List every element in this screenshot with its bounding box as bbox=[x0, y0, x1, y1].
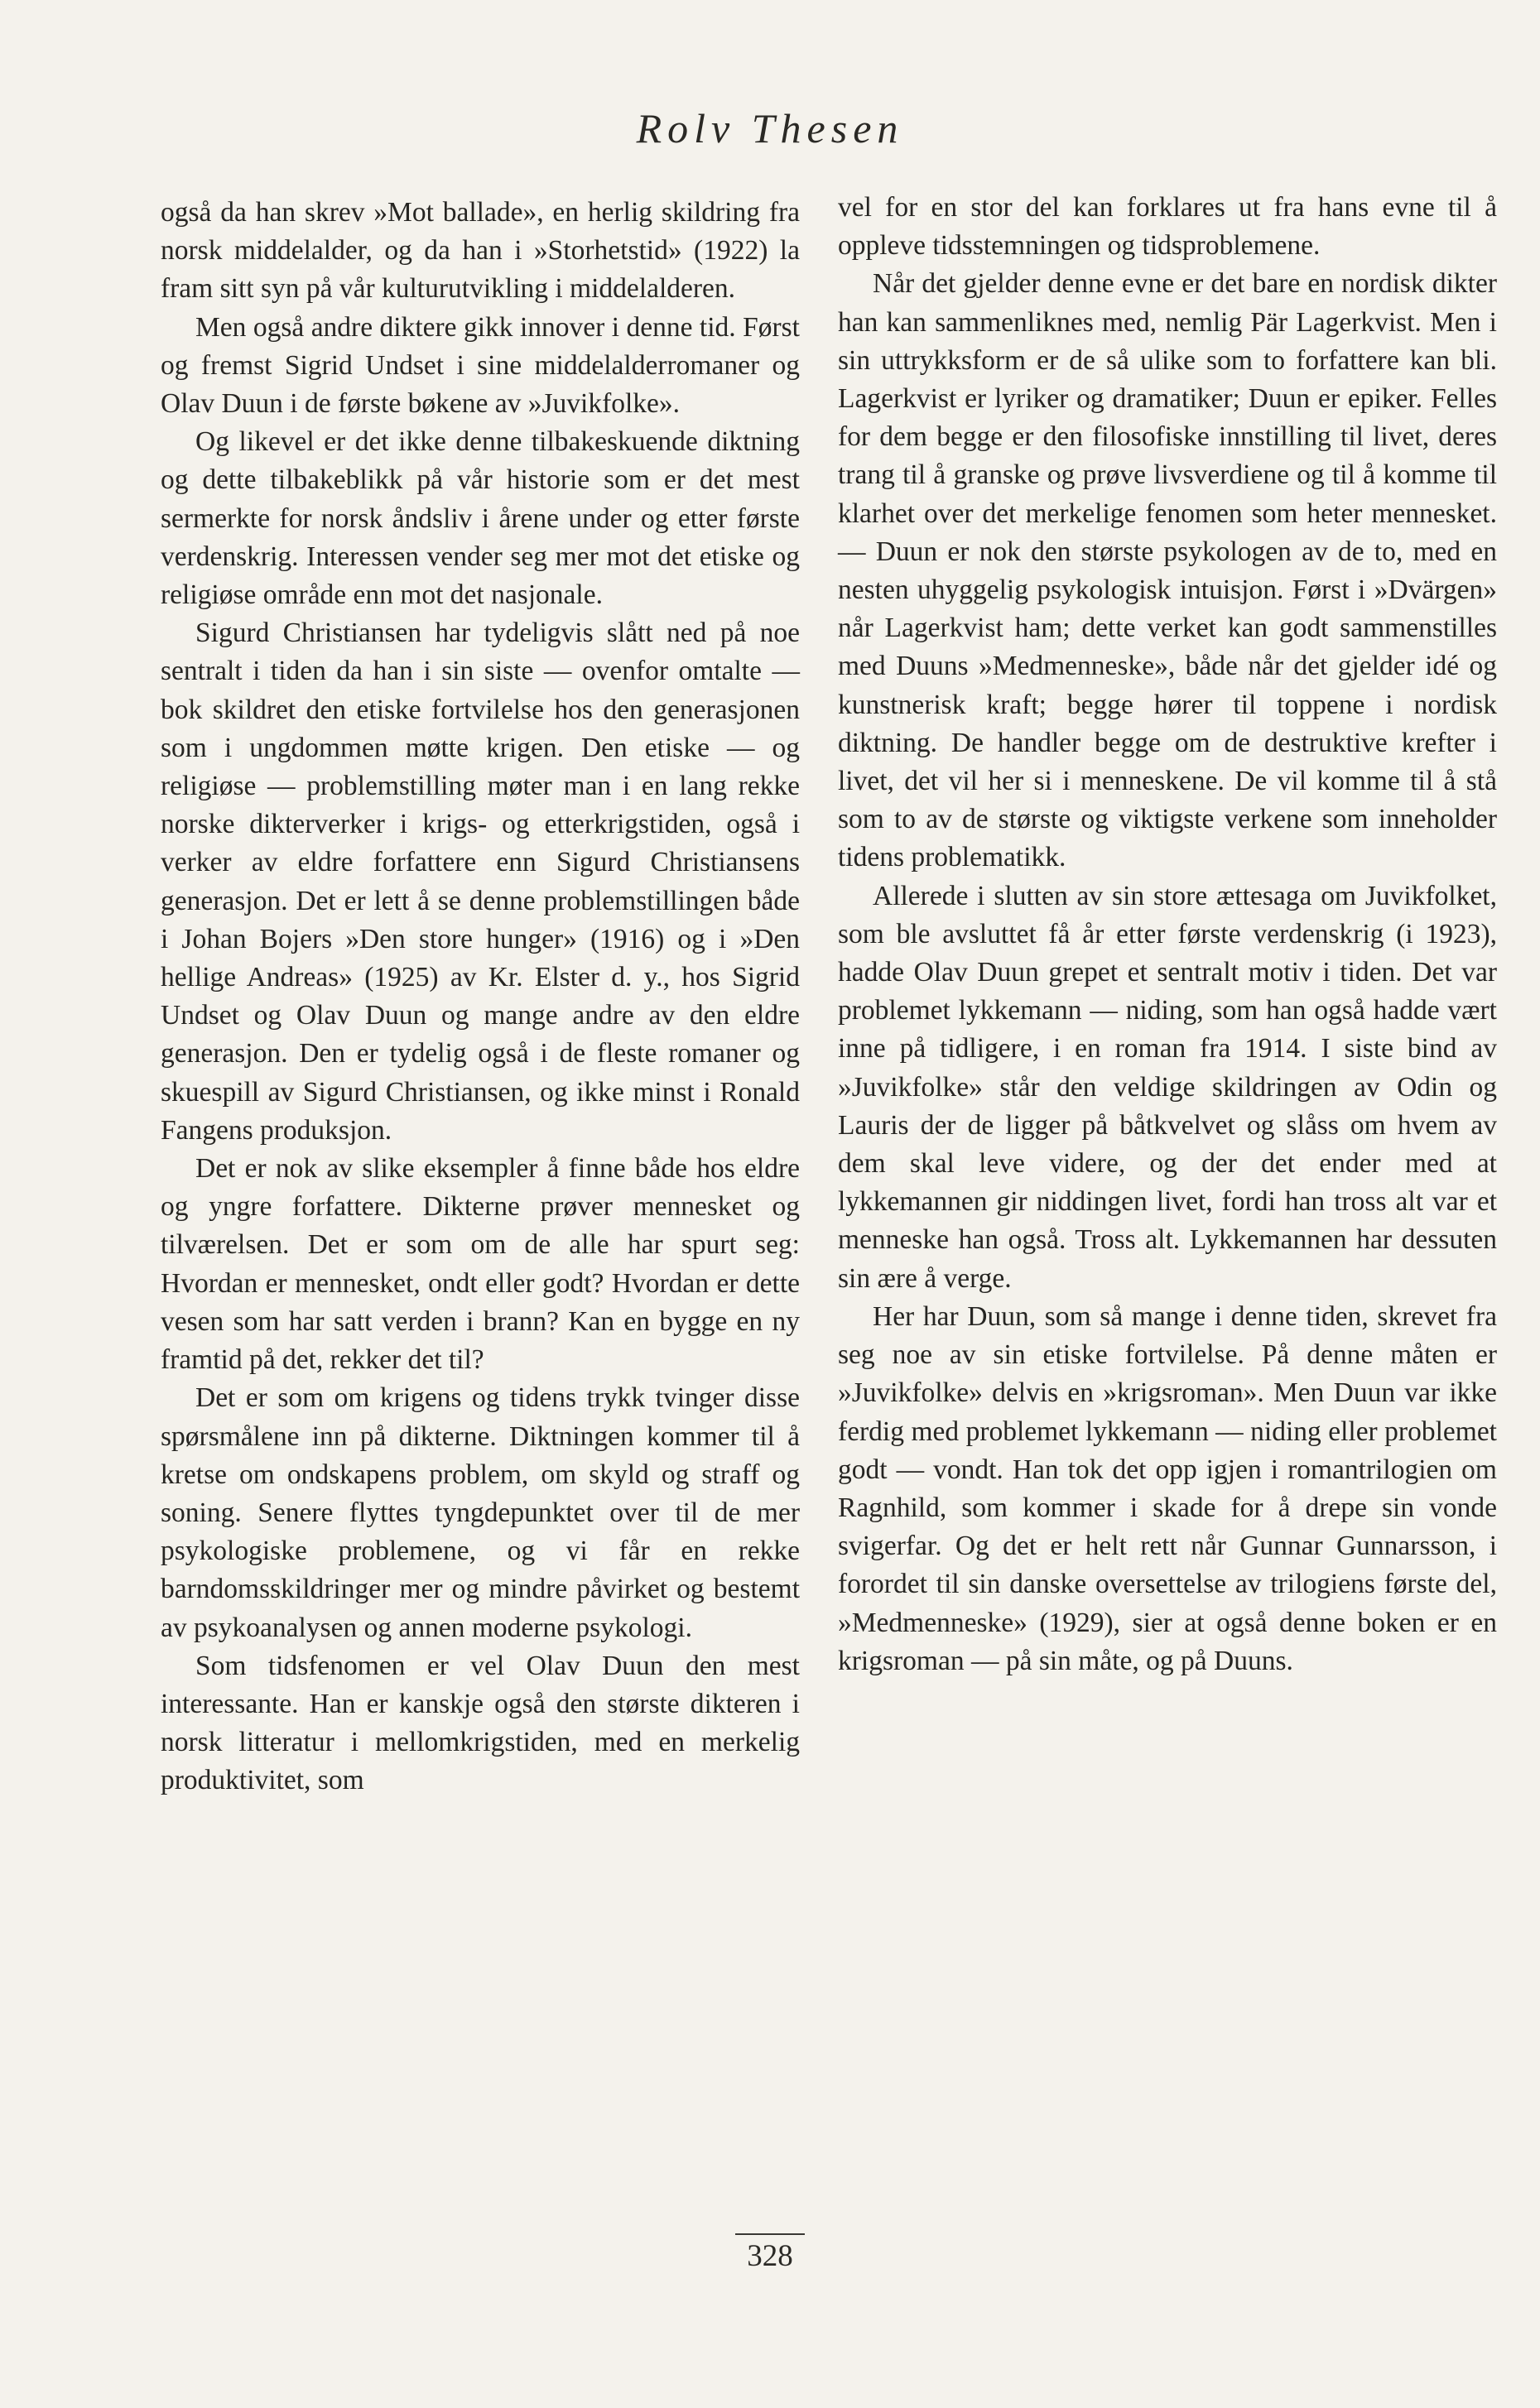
paragraph: Sigurd Christiansen har tydeligvis slått ned på noe sentralt i tiden da han i sin siste — ovenfor omtalte — bok skildret den etiske fortvilelse hos den generasjonen som i ungdommen møtte krigen. Den etiske — og religiøse — problemstilling møter man i en lang rekke norske dikterverker i krigs- og etterkrigstiden, også i verker av eldre forfattere enn Sigurd Christiansens generasjon. Det er lett å se denne problemstillingen både i Johan Bojers »Den store hunger» (1916) og i »Den hellige Andreas» (1925) av Kr. Elster d. y., hos Sigrid Undset og Olav Duun og mange andre av den eldre generasjon. Den er tydelig også i de fleste romaner og skuespill av Sigurd Christiansen, og ikke minst i Ronald Fangens produksjon. bbox=[161, 618, 800, 1146]
paragraph: vel for en stor del kan forklares ut fra hans evne til å oppleve tidsstemningen og tidsproblemene. bbox=[838, 192, 1497, 262]
footer-rule bbox=[735, 2233, 805, 2235]
running-header: Rolv Thesen bbox=[636, 105, 904, 151]
paragraph: Det er som om krigens og tidens trykk tvinger disse spørsmålene inn på dikterne. Diktningen kommer til å kretse om ondskapens problem, om skyld og straff og soning. Senere flyttes tyngdepunktet over til de mer psykologiske problemene, og vi får en rekke barndomsskildringer mer og mindre påvirket og bestemt av psykoanalysen og annen moderne psykologi. bbox=[161, 1382, 800, 1643]
paragraph: Her har Duun, som så mange i denne tiden, skrevet fra seg noe av sin etiske fortvilelse. På denne måten er »Juvikfolke» delvis en »krigsroman». Men Duun var ikke ferdig med problemet lykkemann — niding eller problemet godt — vondt. Han tok det opp igjen i romantrilogien om Ragnhild, som kommer i skade for å drepe sin vonde svigerfar. Og det er helt rett når Gunnar Gunnarsson, i forordet til sin danske oversettelse av trilogiens første del, »Medmenneske» (1929), sier at også denne boken er en krigsroman — på sin måte, og på Duuns. bbox=[838, 1300, 1497, 1676]
paragraph: også da han skrev »Mot ballade», en herlig skildring fra norsk middelalder, og da han i »Storhetstid» (1922) la fram sitt syn på vår kulturutvikling i middelalderen. bbox=[161, 197, 800, 305]
paragraph: Og likevel er det ikke denne tilbakeskuende diktning og dette tilbakeblikk på vår historie som er det mest sermerkte for norsk åndsliv i årene under og etter første verdenskrig. Interessen vender seg mer mot det etiske og religiøse område enn mot det nasjonale. bbox=[161, 426, 800, 611]
left-text-column bbox=[161, 194, 800, 1800]
paragraph: Men også andre diktere gikk innover i denne tid. Først og fremst Sigrid Undset i sine middelalderromaner og Olav Duun i de første bøkene av »Juvikfolke». bbox=[161, 311, 800, 420]
right-text-column bbox=[838, 189, 1497, 1680]
page-footer bbox=[0, 2233, 1540, 2274]
paragraph: Når det gjelder denne evne er det bare en nordisk dikter han kan sammenliknes med, nemlig Pär Lagerkvist. Men i sin uttrykksform er de så ulike som to forfattere kan bli. Lagerkvist er lyriker og dramatiker; Duun er epiker. Felles for dem begge er den filosofiske innstilling til livet, deres trang til å granske og prøve livsverdiene og til å komme til klarhet over det merkelige fenomen som heter mennesket. — Duun er nok den største psykologen av de to, med en nesten uhyggelig psykologisk intuisjon. Først i »Dvärgen» når Lagerkvist ham; dette verket kan godt sammenstilles med Duuns »Medmenneske», både når det gjelder idé og kunstnerisk kraft; begge hører til toppene i nordisk diktning. De handler begge om de destruktive krefter i livet, det vil her si i menneskene. De vil komme til å stå som to av de største og viktigste verkene som inneholder tidens problematikk. bbox=[838, 268, 1497, 873]
paragraph: Som tidsfenomen er vel Olav Duun den mest interessante. Han er kanskje også den største dikteren i norsk litteratur i mellomkrigstiden, med en merkelig produktivitet, som bbox=[161, 1650, 800, 1796]
paragraph: Det er nok av slike eksempler å finne både hos eldre og yngre forfattere. Dikterne prøver mennesket og tilværelsen. Det er som om de alle har spurt seg: Hvordan er mennesket, ondt eller godt? Hvordan er dette vesen som har satt verden i brann? Kan en bygge en ny framtid på det, rekker det til? bbox=[161, 1153, 800, 1376]
page-number: 328 bbox=[747, 2239, 793, 2273]
paragraph: Allerede i slutten av sin store ættesaga om Juvikfolket, som ble avsluttet få år etter første verdenskrig (i 1923), hadde Olav Duun grepet et sentralt motiv i tiden. Det var problemet lykkemann — niding, som han også hadde vært inne på tidligere, i en roman fra 1914. I siste bind av »Juvikfolke» står den veldige skildringen av Odin og Lauris der de ligger på båtkvelvet og slåss om hvem av dem skal leve videre, og der det ender med at lykkemannen gir niddingen livet, fordi han tross alt var et menneske han også. Tross alt. Lykkemannen har dessuten sin ære å verge. bbox=[838, 880, 1497, 1294]
